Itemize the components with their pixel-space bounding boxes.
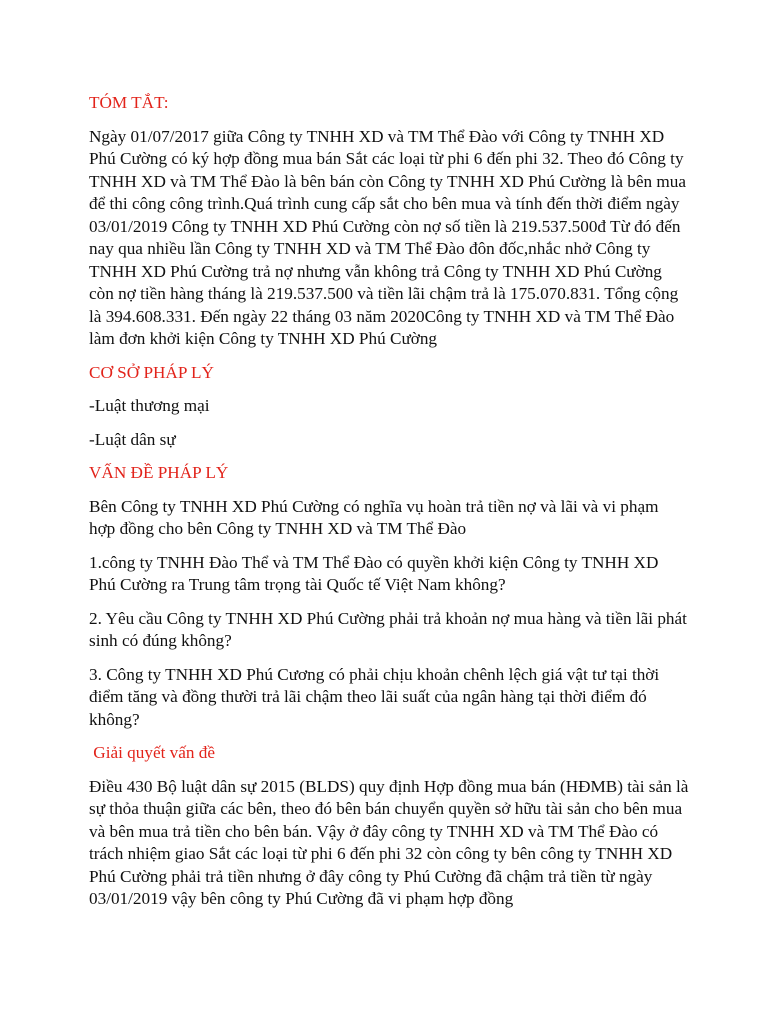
- legal-issues-heading: VẤN ĐỀ PHÁP LÝ: [89, 463, 229, 482]
- legal-basis-item-commercial-law: -Luật thương mại: [89, 396, 210, 415]
- resolution-paragraph: Điều 430 Bộ luật dân sự 2015 (BLDS) quy định Hợp đồng mua bán (HĐMB) tài sản là sự thỏa thuận giữa các bên, theo đó bên bán chuyển quyền sở hữu tài sản cho bên mua và bên mua trả tiền cho bên bán. Vậy ở đây công ty TNHH XD và TM Thể Đào có trách nhiệm giao Sắt các loại từ phi 6 đến phi 32 còn công ty bên công ty TNHH XD Phú Cường phải trả tiền nhưng ở đây công ty Phú Cường đã chậm trả tiền từ ngày 03/01/2019 vậy bên công ty Phú Cường đã vi phạm hợp đồng: [89, 776, 689, 908]
- legal-issue-1: 1.công ty TNHH Đào Thể và TM Thể Đào có quyền khởi kiện Công ty TNHH XD Phú Cường ra Trung tâm trọng tài Quốc tế Việt Nam không?: [89, 552, 659, 594]
- legal-issues-intro: Bên Công ty TNHH XD Phú Cường có nghĩa vụ hoàn trả tiền nợ và lãi và vi phạm hợp đồng cho bên Công ty TNHH XD và TM Thể Đào: [89, 496, 659, 538]
- summary-paragraph: Ngày 01/07/2017 giữa Công ty TNHH XD và TM Thể Đào với Công ty TNHH XD Phú Cường có ký hợp đồng mua bán Sắt các loại từ phi 6 đến phi 32. Theo đó Công ty TNHH XD và TM Thể Đào là bên bán còn Công ty TNHH XD Phú Cường là bên mua để thi công công trình.Quá trình cung cấp sắt cho bên mua và tính đến thời điểm ngày 03/01/2019 Công ty TNHH XD Phú Cường còn nợ số tiền là 219.537.500đ Từ đó đến nay qua nhiều lần Công ty TNHH XD và TM Thể Đào đôn đốc,nhắc nhở Công ty TNHH XD Phú Cường trả nợ nhưng vẫn không trả Công ty TNHH XD Phú Cường còn nợ tiền hàng tháng là 219.537.500 và tiền lãi chậm trả là 175.070.831. Tổng cộng là 394.608.331. Đến ngày 22 tháng 03 năm 2020Công ty TNHH XD và TM Thể Đào làm đơn khởi kiện Công ty TNHH XD Phú Cường: [89, 126, 686, 348]
- legal-basis-item-civil-law: -Luật dân sự: [89, 429, 176, 449]
- legal-issue-3: 3. Công ty TNHH XD Phú Cương có phải chịu khoản chênh lệch giá vật tư tại thời điểm tăng và đồng thười trả lãi chậm theo lãi suất của ngân hàng tại thời điểm đó không?: [89, 664, 660, 729]
- summary-heading: TÓM TẮT:: [89, 93, 169, 112]
- document-page: [89, 92, 689, 922]
- legal-issue-2: 2. Yêu cầu Công ty TNHH XD Phú Cường phải trả khoản nợ mua hàng và tiền lãi phát sinh có đúng không?: [89, 608, 687, 650]
- resolution-heading: Giải quyết vấn đề: [89, 743, 216, 762]
- legal-basis-heading: CƠ SỞ PHÁP LÝ: [89, 362, 214, 382]
